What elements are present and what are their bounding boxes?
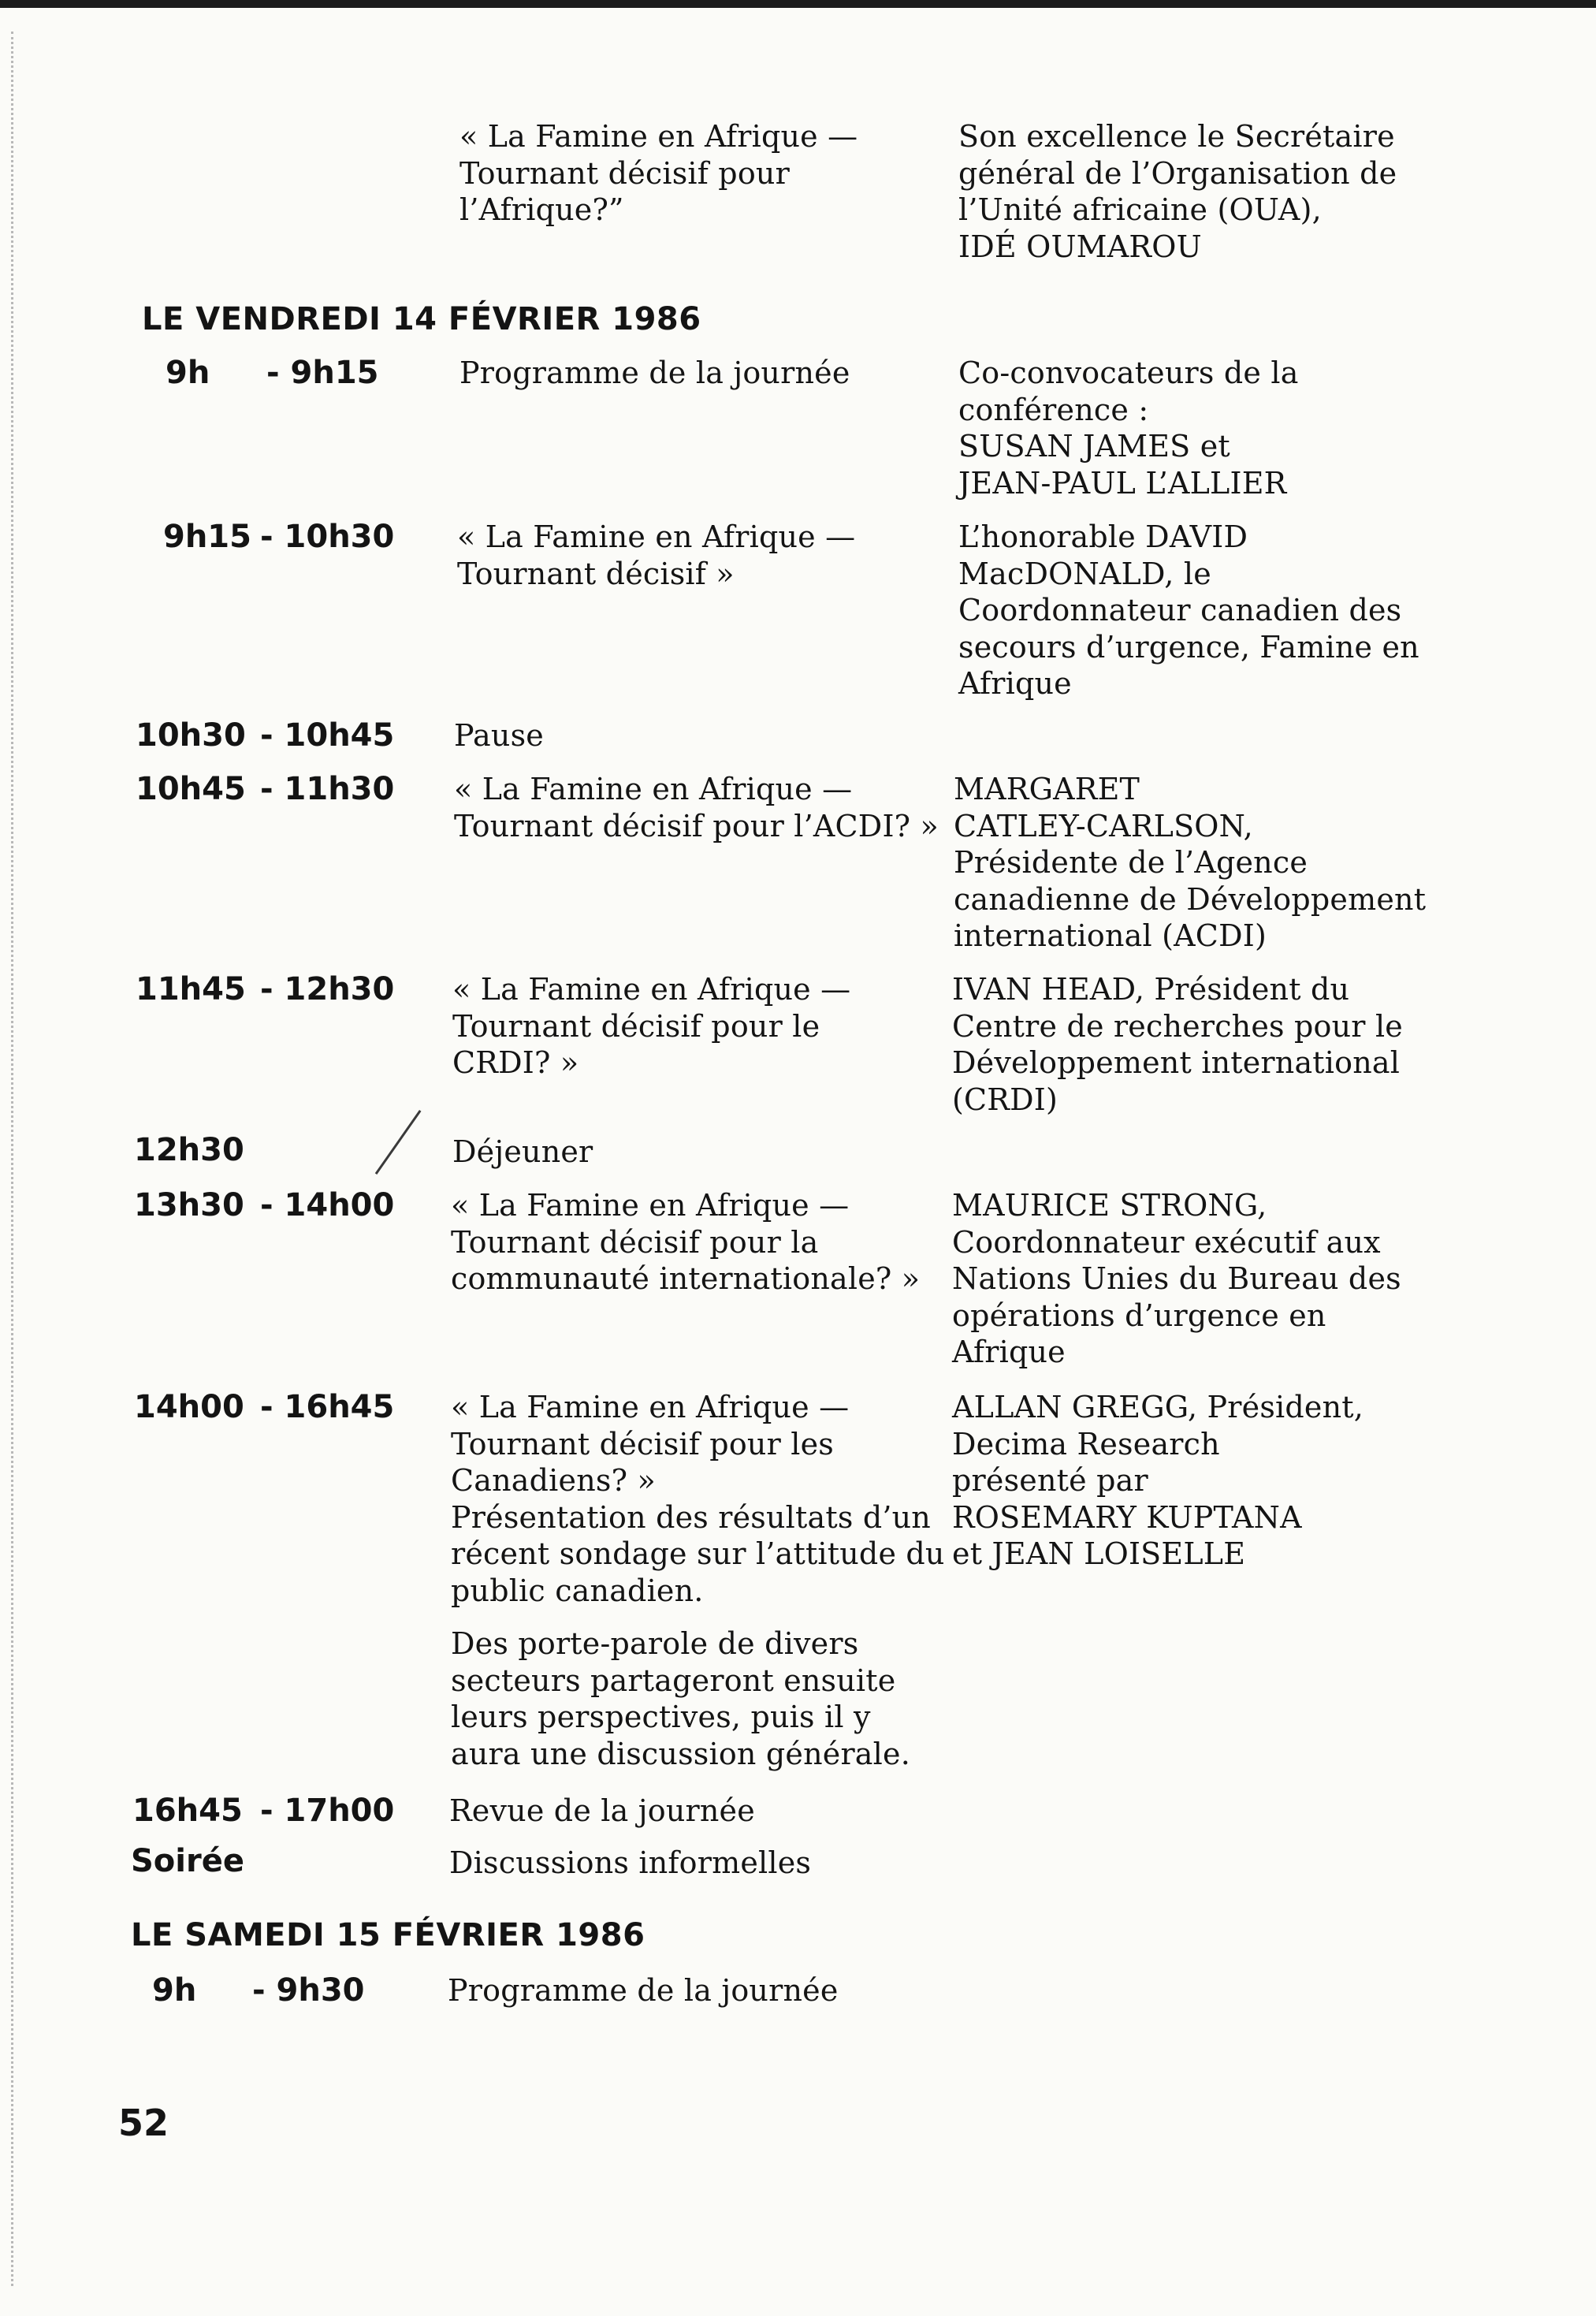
saturday-heading: LE SAMEDI 15 FÉVRIER 1986: [131, 1917, 645, 1953]
time-start: 12h30: [134, 1132, 244, 1168]
time-end: - 10h45: [260, 717, 395, 754]
time-end: - 16h45: [260, 1389, 395, 1425]
session-title: « La Famine en Afrique — Tournant décisif »: [457, 519, 856, 591]
time-start: 16h45: [132, 1793, 243, 1829]
time-end: - 9h15: [266, 355, 379, 391]
time-start: 10h45: [136, 771, 246, 807]
time-end: - 10h30: [260, 519, 395, 555]
time-start: 9h15: [163, 519, 251, 555]
time-start: Soirée: [131, 1843, 244, 1879]
session-title: Programme de la journée: [448, 1973, 839, 2008]
session-title: Revue de la journée: [449, 1793, 755, 1828]
time-end: - 14h00: [260, 1187, 395, 1223]
time-start: 10h30: [136, 717, 246, 754]
session-title: « La Famine en Afrique — Tournant décisif pour la communauté internationale? »: [451, 1188, 921, 1296]
time-end: - 9h30: [252, 1972, 365, 2009]
session-speaker: MAURICE STRONG, Coordonnateur exécutif aux Nations Unies du Bureau des opérations d’urgence en Afrique: [952, 1188, 1401, 1369]
page-number: 52: [118, 2102, 169, 2144]
time-start: 9h: [166, 355, 210, 391]
session-note: Des porte-parole de divers secteurs partageront ensuite leurs perspectives, puis il y aura une discussion générale.: [451, 1626, 910, 1771]
pen-mark: [375, 1110, 422, 1175]
session-title: Programme de la journée: [459, 356, 850, 390]
session-title: Déjeuner: [452, 1134, 593, 1169]
time-start: 9h: [152, 1972, 197, 2009]
session-speaker: MARGARET CATLEY-CARLSON, Présidente de l’Agence canadienne de Développement international (ACDI): [954, 772, 1427, 953]
time-end: - 17h00: [260, 1793, 395, 1829]
intro-session-speaker: Son excellence le Secrétaire général de l’Organisation de l’Unité africaine (OUA), IDÉ OUMAROU: [958, 119, 1397, 264]
session-title: Pause: [454, 718, 544, 753]
time-start: 14h00: [134, 1389, 244, 1425]
session-title: « La Famine en Afrique — Tournant décisif pour les Canadiens? » Présentation des résultats d’un récent sondage sur l’attitude du public canadien.: [451, 1390, 945, 1608]
page-top-border: [0, 0, 1596, 8]
session-speaker: Co-convocateurs de la conférence : SUSAN JAMES et JEAN-PAUL L’ALLIER: [958, 356, 1299, 501]
session-speaker: L’honorable DAVID MacDONALD, le Coordonnateur canadien des secours d’urgence, Famine en Afrique: [958, 519, 1419, 701]
session-speaker: IVAN HEAD, Président du Centre de recherches pour le Développement international (CRDI): [952, 972, 1403, 1117]
session-title: « La Famine en Afrique — Tournant décisif pour le CRDI? »: [452, 972, 851, 1080]
intro-session-title: « La Famine en Afrique — Tournant décisif pour l’Afrique?”: [459, 119, 858, 227]
time-end: - 11h30: [260, 771, 395, 807]
time-end: - 12h30: [260, 971, 395, 1007]
time-start: 11h45: [136, 971, 246, 1007]
friday-heading: LE VENDREDI 14 FÉVRIER 1986: [142, 301, 701, 337]
time-start: 13h30: [134, 1187, 244, 1223]
session-title: Discussions informelles: [449, 1845, 812, 1880]
session-speaker: ALLAN GREGG, Président, Decima Research présenté par ROSEMARY KUPTANA et JEAN LOISELLE: [952, 1390, 1364, 1571]
scan-edge: [11, 32, 16, 2286]
session-title: « La Famine en Afrique — Tournant décisif pour l’ACDI? »: [454, 772, 939, 843]
